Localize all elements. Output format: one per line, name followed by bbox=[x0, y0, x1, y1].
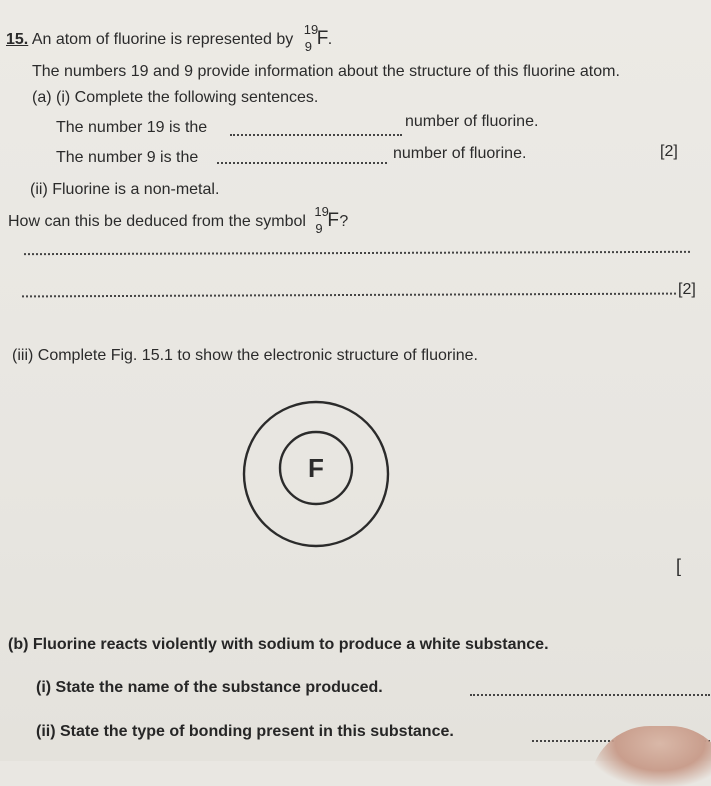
question-header bbox=[6, 22, 333, 54]
part-b-i-label: (i) State the name of the substance produced. bbox=[36, 679, 383, 696]
isotope-atomic-number-2: 9 bbox=[315, 221, 323, 236]
part-a-i-label: (a) (i) Complete the following sentences. bbox=[32, 89, 319, 106]
part-a-ii-question bbox=[8, 204, 349, 236]
isotope-element-2: F bbox=[327, 210, 339, 231]
answer-line-3[interactable] bbox=[24, 251, 690, 255]
question-intro: An atom of fluorine is represented by bbox=[31, 31, 294, 48]
marks-a-i: [2] bbox=[660, 143, 678, 160]
isotope-mass-number-2: 19 bbox=[314, 204, 329, 219]
answer-line-1[interactable] bbox=[230, 134, 402, 136]
question-mark: ? bbox=[339, 213, 349, 230]
part-b-label: (b) Fluorine reacts violently with sodium to produce a white substance. bbox=[8, 636, 549, 653]
part-b-ii-label: (ii) State the type of bonding present in this substance. bbox=[36, 723, 454, 740]
answer-line-4[interactable] bbox=[22, 293, 676, 298]
isotope-mass-number: 19 bbox=[303, 22, 319, 37]
sentence-2-end: number of fluorine. bbox=[393, 145, 527, 162]
stray-bracket: [ bbox=[676, 556, 682, 576]
intro-period: . bbox=[327, 31, 333, 48]
part-a-iii-label: (iii) Complete Fig. 15.1 to show the electronic structure of fluorine. bbox=[12, 347, 478, 364]
sentence-2-start: The number 9 is the bbox=[56, 149, 199, 166]
sentence-1-start: The number 19 is the bbox=[56, 119, 208, 136]
isotope-symbol-2 bbox=[314, 204, 339, 236]
marks-a-ii: [2] bbox=[678, 281, 696, 298]
electron-shell-diagram[interactable] bbox=[226, 384, 406, 564]
answer-line-b-i[interactable] bbox=[470, 694, 710, 696]
answer-line-2[interactable] bbox=[217, 162, 387, 164]
question-context: The numbers 19 and 9 provide information about the structure of this fluorine atom. bbox=[32, 63, 620, 80]
isotope-atomic-number: 9 bbox=[304, 39, 312, 54]
sentence-1-end: number of fluorine. bbox=[405, 113, 539, 130]
isotope-element: F bbox=[316, 28, 329, 49]
isotope-symbol bbox=[303, 22, 329, 54]
part-a-ii-label: (ii) Fluorine is a non-metal. bbox=[30, 181, 220, 198]
part-a-ii-question-text: How can this be deduced from the symbol bbox=[8, 213, 306, 230]
question-number: 15. bbox=[6, 31, 29, 48]
nucleus-symbol: F bbox=[308, 453, 324, 483]
photo-thumb-artifact bbox=[590, 726, 711, 786]
